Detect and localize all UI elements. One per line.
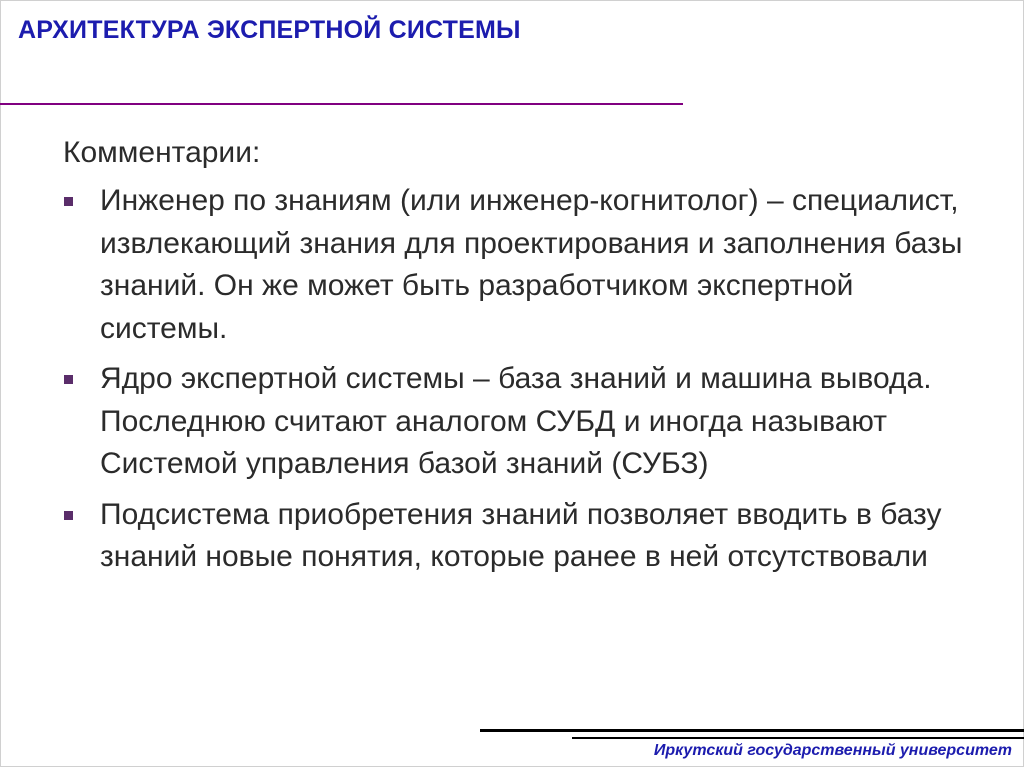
footer-institution: Иркутский государственный университет	[653, 742, 1012, 759]
square-bullet-icon	[64, 197, 73, 206]
square-bullet-icon	[64, 375, 73, 384]
bullet-item-system-core	[63, 358, 973, 486]
footer-rule-thick	[480, 729, 1024, 732]
bullet-item-acquisition-subsystem	[63, 494, 973, 579]
slide-title: АРХИТЕКТУРА ЭКСПЕРТНОЙ СИСТЕМЫ	[18, 16, 521, 44]
bullet-text: Инженер по знаниям (или инженер-когнитолог) – специалист, извлекающий знания для проектирования и заполнения базы знаний. Он же может быть разработчиком экспертной системы.	[100, 184, 963, 345]
bullet-item-knowledge-engineer	[63, 180, 973, 350]
bullet-list	[63, 180, 973, 587]
bullet-text: Ядро экспертной системы – база знаний и машина вывода. Последнюю считают аналогом СУБД и иногда называют Системой управления базой знаний (СУБЗ)	[100, 362, 932, 480]
comments-heading: Комментарии:	[63, 136, 261, 169]
title-underline	[0, 103, 683, 105]
bullet-text: Подсистема приобретения знаний позволяет вводить в базу знаний новые понятия, которые ранее в ней отсутствовали	[100, 497, 942, 573]
footer-rule-thin	[572, 737, 1024, 739]
square-bullet-icon	[64, 511, 73, 520]
